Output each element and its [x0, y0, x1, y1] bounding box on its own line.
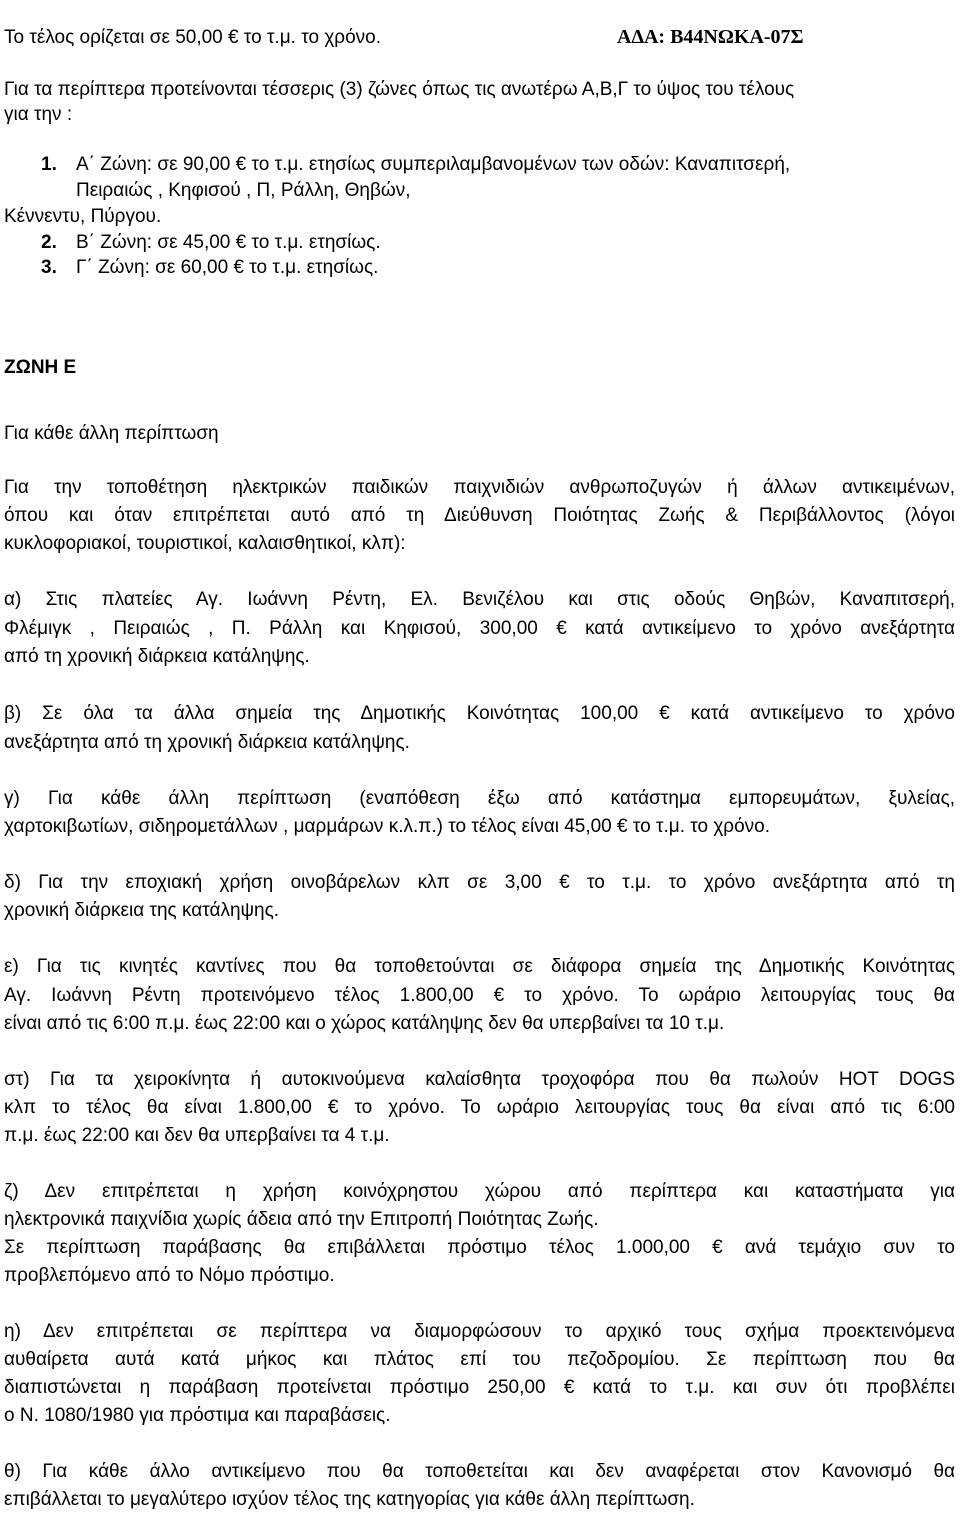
- zone-b-number: 2.: [41, 232, 57, 253]
- zone-e-intro-line-1: Για την τοποθέτηση ηλεκτρικών παιδικών παιχνιδιών ανθρωποζυγών ή άλλων αντικειμένων,: [4, 477, 955, 498]
- clause-c-line-2: χαρτοκιβωτίων, σιδηρομετάλλων , μαρμάρων κ.λ.π.) το τέλος είναι 45,00 € το τ.μ. το χρόνο.: [4, 816, 771, 837]
- zone-a-line-1: Α΄ Ζώνη: σε 90,00 € το τ.μ. ετησίως συμπεριλαμβανομένων των οδών: Καναπιτσερή,: [76, 154, 791, 175]
- clause-b-line-1: β) Σε όλα τα άλλα σημεία της Δημοτικής Κοινότητας 100,00 € κατά αντικείμενο το χρόνο: [4, 703, 955, 724]
- clause-a-line-3: από τη χρονική διάρκεια κατάληψης.: [4, 646, 310, 667]
- zone-a-line-3: Κέννεντυ, Πύργου.: [4, 206, 162, 227]
- clause-h-line-3: διαπιστώνεται η παράβαση προτείνεται πρόστιμο 250,00 € κατά το τ.μ. και συν ότι προβλέπει: [4, 1377, 955, 1398]
- clause-d-line-1: δ) Για την εποχιακή χρήση οινοβάρελων κλπ σε 3,00 € το τ.μ. το χρόνο ανεξάρτητα από τη: [4, 872, 955, 893]
- clause-z-line-4: προβλεπόμενο από το Νόμο πρόστιμο.: [4, 1265, 335, 1286]
- clause-z-line-1: ζ) Δεν επιτρέπεται η χρήση κοινόχρηστου χώρου από περίπτερα και καταστήματα για: [4, 1181, 955, 1202]
- clause-h-line-2: αυθαίρετα αυτά κατά μήκος και πλάτος επί του πεζοδρομίου. Σε περίπτωση που θα: [4, 1349, 955, 1370]
- zone-e-intro-line-2: όπου και όταν επιτρέπεται αυτό από τη Διεύθυνση Ποιότητας Ζωής & Περιβάλλοντος (λόγοι: [4, 505, 955, 526]
- clause-b-line-2: ανεξάρτητα από τη χρονική διάρκεια κατάληψης.: [4, 732, 410, 753]
- zones-intro-line-1: Για τα περίπτερα προτείνονται τέσσερις (3) ζώνες όπως τις ανωτέρω Α,Β,Γ το ύψος του τέλους: [4, 79, 795, 100]
- clause-st-line-3: π.μ. έως 22:00 και δεν θα υπερβαίνει τα 4 τ.μ.: [4, 1125, 390, 1146]
- clause-a-line-1: α) Στις πλατείες Αγ. Ιωάννη Ρέντη, Ελ. Βενιζέλου και στις οδούς Θηβών, Καναπιτσερή,: [4, 589, 955, 610]
- zone-c-number: 3.: [41, 257, 57, 278]
- clause-st-line-1: στ) Για τα χειροκίνητα ή αυτοκινούμενα καλαίσθητα τροχοφόρα που θα πωλούν HOT DOGS: [4, 1069, 955, 1090]
- zone-b-line: Β΄ Ζώνη: σε 45,00 € το τ.μ. ετησίως.: [76, 232, 381, 253]
- clause-e-line-2: Αγ. Ιωάννη Ρέντη προτεινόμενο τέλος 1.800,00 € το χρόνο. Το ωράριο λειτουργίας τους θα: [4, 985, 955, 1006]
- clause-h-line-4: ο Ν. 1080/1980 για πρόστιμα και παραβάσεις.: [4, 1405, 391, 1426]
- zone-e-subheading: Για κάθε άλλη περίπτωση: [4, 423, 219, 444]
- clause-e-line-1: ε) Για τις κινητές καντίνες που θα τοποθετούνται σε διάφορα σημεία της Δημοτικής Κοινότητας: [4, 956, 955, 977]
- zone-e-intro-line-3: κυκλοφοριακοί, τουριστικοί, καλαισθητικοί, κλπ):: [4, 533, 406, 554]
- zone-a-number: 1.: [41, 154, 57, 175]
- zone-c-line: Γ΄ Ζώνη: σε 60,00 € το τ.μ. ετησίως.: [76, 257, 379, 278]
- clause-z-line-2: ηλεκτρονικά παιχνίδια χωρίς άδεια από την Επιτροπή Ποιότητας Ζωής.: [4, 1209, 599, 1230]
- clause-st-line-2: κλπ το τέλος θα είναι 1.800,00 € το χρόνο. Το ωράριο λειτουργίας τους θα είναι από τις 6:00: [4, 1097, 955, 1118]
- zone-e-heading: ΖΩΝΗ Ε: [4, 357, 77, 378]
- clause-th-line-1: θ) Για κάθε άλλο αντικείμενο που θα τοποθετείται και δεν αναφέρεται στον Κανονισμό θα: [4, 1461, 955, 1482]
- zone-a-line-2: Πειραιώς , Κηφισού , Π, Ράλλη, Θηβών,: [76, 180, 411, 201]
- clause-h-line-1: η) Δεν επιτρέπεται σε περίπτερα να διαμορφώσουν το αρχικό τους σχήμα προεκτεινόμενα: [4, 1321, 955, 1342]
- intro-line: Το τέλος ορίζεται σε 50,00 € το τ.μ. το χρόνο.: [4, 27, 382, 48]
- clause-z-line-3: Σε περίπτωση παράβασης θα επιβάλλεται πρόστιμο τέλος 1.000,00 € ανά τεμάχιο συν το: [4, 1237, 955, 1258]
- clause-e-line-3: είναι από τις 6:00 π.μ. έως 22:00 και ο χώρος κατάληψης δεν θα υπερβαίνει τα 10 τ.μ.: [4, 1013, 725, 1034]
- clause-th-line-2: επιβάλλεται το μεγαλύτερο ισχύον τέλος της κατηγορίας για κάθε άλλη περίπτωση.: [4, 1489, 695, 1510]
- clause-a-line-2: Φλέμιγκ , Πειραιώς , Π. Ράλλη και Κηφισού, 300,00 € κατά αντικείμενο το χρόνο ανεξάρτητα: [4, 618, 955, 639]
- ada-code: ΑΔΑ: Β44ΝΩΚΑ-07Σ: [617, 26, 804, 48]
- clause-c-line-1: γ) Για κάθε άλλη περίπτωση (εναπόθεση έξω από κατάστημα εμπορευμάτων, ξυλείας,: [4, 788, 955, 809]
- zones-intro-line-2: για την :: [4, 104, 73, 125]
- clause-d-line-2: χρονική διάρκεια της κατάληψης.: [4, 900, 280, 921]
